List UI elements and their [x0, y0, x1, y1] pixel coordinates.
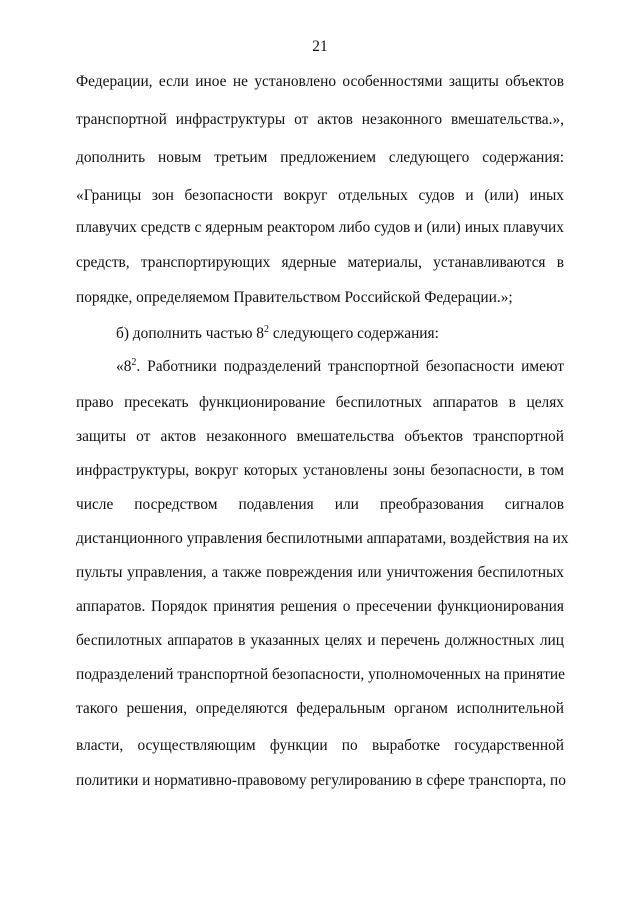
text-line: «Границы зон безопасности вокруг отдельных судов и (или) иных	[76, 187, 564, 204]
text-line: дополнить новым третьим предложением следующего содержания:	[76, 149, 564, 166]
text-line: числе посредством подавления или преобразования сигналов	[76, 496, 564, 513]
paragraph-8-2-first-line	[116, 357, 564, 377]
text-line: Федерации, если иное не установлено особенностями защиты объектов	[76, 73, 564, 90]
text-line: такого решения, определяются федеральным органом исполнительной	[76, 700, 564, 717]
text-line: подразделений транспортной безопасности, уполномоченных на принятие	[76, 666, 565, 683]
text-line: средств, транспортирующих ядерные материалы, устанавливаются в	[76, 254, 564, 271]
text-line: плавучих средств с ядерным реактором либо судов и (или) иных плавучих	[76, 219, 564, 236]
text-line: защиты от актов незаконного вмешательства объектов транспортной	[76, 428, 564, 445]
text-fragment: «8	[116, 358, 132, 375]
text-line: политики и нормативно-правовому регулированию в сфере транспорта, по	[76, 772, 566, 789]
paragraph-b-line	[116, 324, 564, 344]
text-line: беспилотных аппаратов в указанных целях и перечень должностных лиц	[76, 632, 564, 649]
superscript: 2	[131, 357, 137, 368]
text-fragment: . Работники подразделений транспортной безопасности имеют	[136, 358, 564, 375]
page-number: 21	[312, 38, 328, 55]
text-line: пульты управления, а также повреждения или уничтожения беспилотных	[76, 564, 564, 581]
text-fragment: б) дополнить частью 8	[116, 325, 264, 342]
text-line: власти, осуществляющим функции по выработке государственной	[76, 737, 564, 754]
text-line: инфраструктуры, вокруг которых установлены зоны безопасности, в том	[76, 462, 564, 479]
text-line: право пресекать функционирование беспилотных аппаратов в целях	[76, 394, 564, 411]
text-fragment: следующего содержания:	[269, 325, 439, 342]
text-line: транспортной инфраструктуры от актов незаконного вмешательства.»,	[76, 111, 564, 128]
text-line: аппаратов. Порядок принятия решения о пресечении функционирования	[76, 598, 564, 615]
text-line: порядке, определяемом Правительством Российской Федерации.»;	[76, 289, 513, 306]
superscript: 2	[264, 324, 269, 335]
text-line: дистанционного управления беспилотными аппаратами, воздействия на их	[76, 530, 569, 547]
